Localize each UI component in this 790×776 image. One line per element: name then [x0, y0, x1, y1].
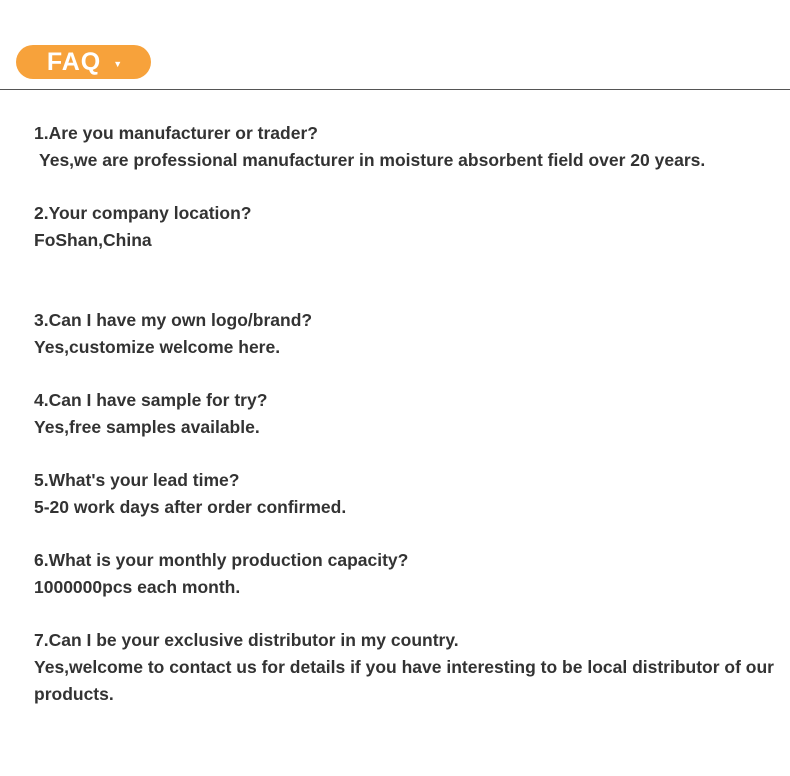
faq-question: 3.Can I have my own logo/brand? [34, 310, 313, 330]
faq-item-3 [34, 307, 774, 361]
caret-down-icon: ▼ [113, 58, 123, 69]
faq-question: 1.Are you manufacturer or trader? [34, 123, 318, 143]
faq-item-6 [34, 547, 774, 601]
faq-question: 2.Your company location? [34, 203, 252, 223]
faq-answer: Yes,welcome to contact us for details if you have interesting to be local distributor of our products. [34, 657, 774, 704]
faq-answer: FoShan,China [34, 230, 152, 250]
faq-answer: Yes,free samples available. [34, 417, 260, 437]
faq-answer: 1000000pcs each month. [34, 577, 241, 597]
faq-title: FAQ [46, 47, 102, 76]
faq-answer: Yes,customize welcome here. [34, 337, 281, 357]
faq-question: 7.Can I be your exclusive distributor in my country. [34, 630, 459, 650]
faq-item-1 [34, 120, 774, 174]
faq-item-7 [34, 627, 774, 708]
faq-item-5 [34, 467, 774, 521]
faq-item-4 [34, 387, 774, 441]
faq-list [34, 120, 774, 708]
faq-header-badge [16, 45, 151, 79]
faq-answer: 5-20 work days after order confirmed. [34, 497, 347, 517]
header-divider [0, 89, 790, 90]
faq-item-2 [34, 200, 774, 254]
faq-question: 5.What's your lead time? [34, 470, 240, 490]
faq-question: 4.Can I have sample for try? [34, 390, 268, 410]
faq-question: 6.What is your monthly production capacity? [34, 550, 409, 570]
faq-answer: Yes,we are professional manufacturer in moisture absorbent field over 20 years. [39, 150, 706, 170]
